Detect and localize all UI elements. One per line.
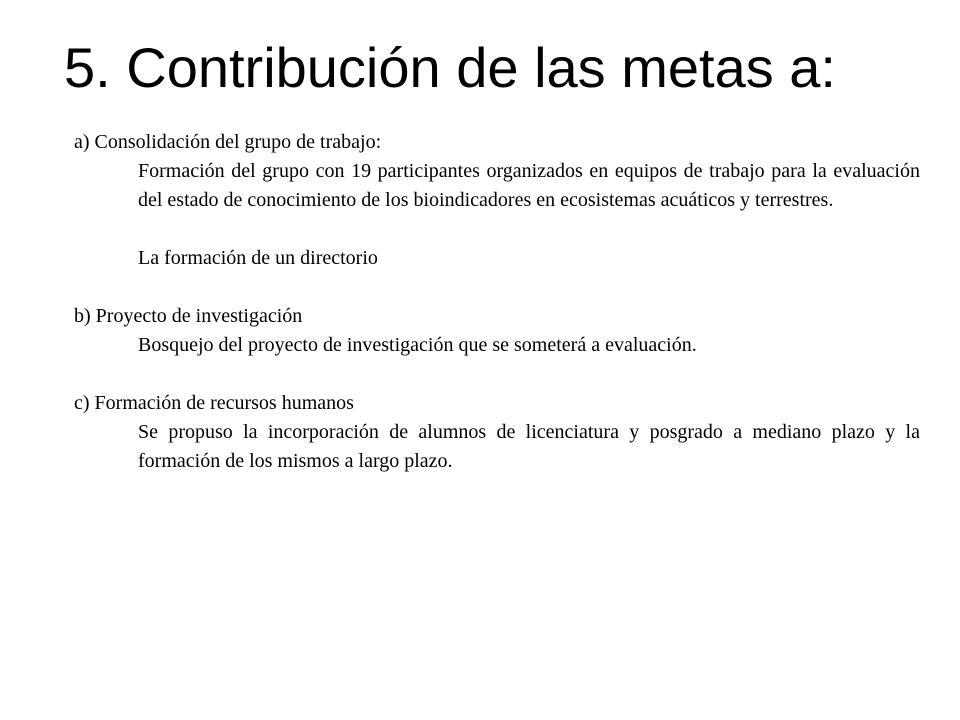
paragraph-spacer [74, 215, 920, 244]
slide-body [74, 128, 920, 505]
section-heading: b) Proyecto de investigación [74, 305, 303, 327]
section-consolidation [74, 128, 920, 273]
section-paragraph: Formación del grupo con 19 participantes organizados en equipos de trabajo para la evaluación del estado de conocimiento de los bioindicadores en ecosistemas acuáticos y terrestres. [138, 160, 920, 211]
section-paragraph: Se propuso la incorporación de alumnos de licenciatura y posgrado a mediano plazo y la formación de los mismos a largo plazo. [138, 421, 920, 472]
section-human-resources [74, 389, 920, 476]
section-paragraph: Bosquejo del proyecto de investigación que se someterá a evaluación. [138, 334, 697, 356]
slide-title: 5. Contribución de las metas a: [64, 36, 836, 99]
section-research-project [74, 302, 920, 360]
section-paragraph: La formación de un directorio [138, 247, 378, 269]
section-heading: a) Consolidación del grupo de trabajo: [74, 131, 382, 153]
section-heading: c) Formación de recursos humanos [74, 392, 354, 414]
